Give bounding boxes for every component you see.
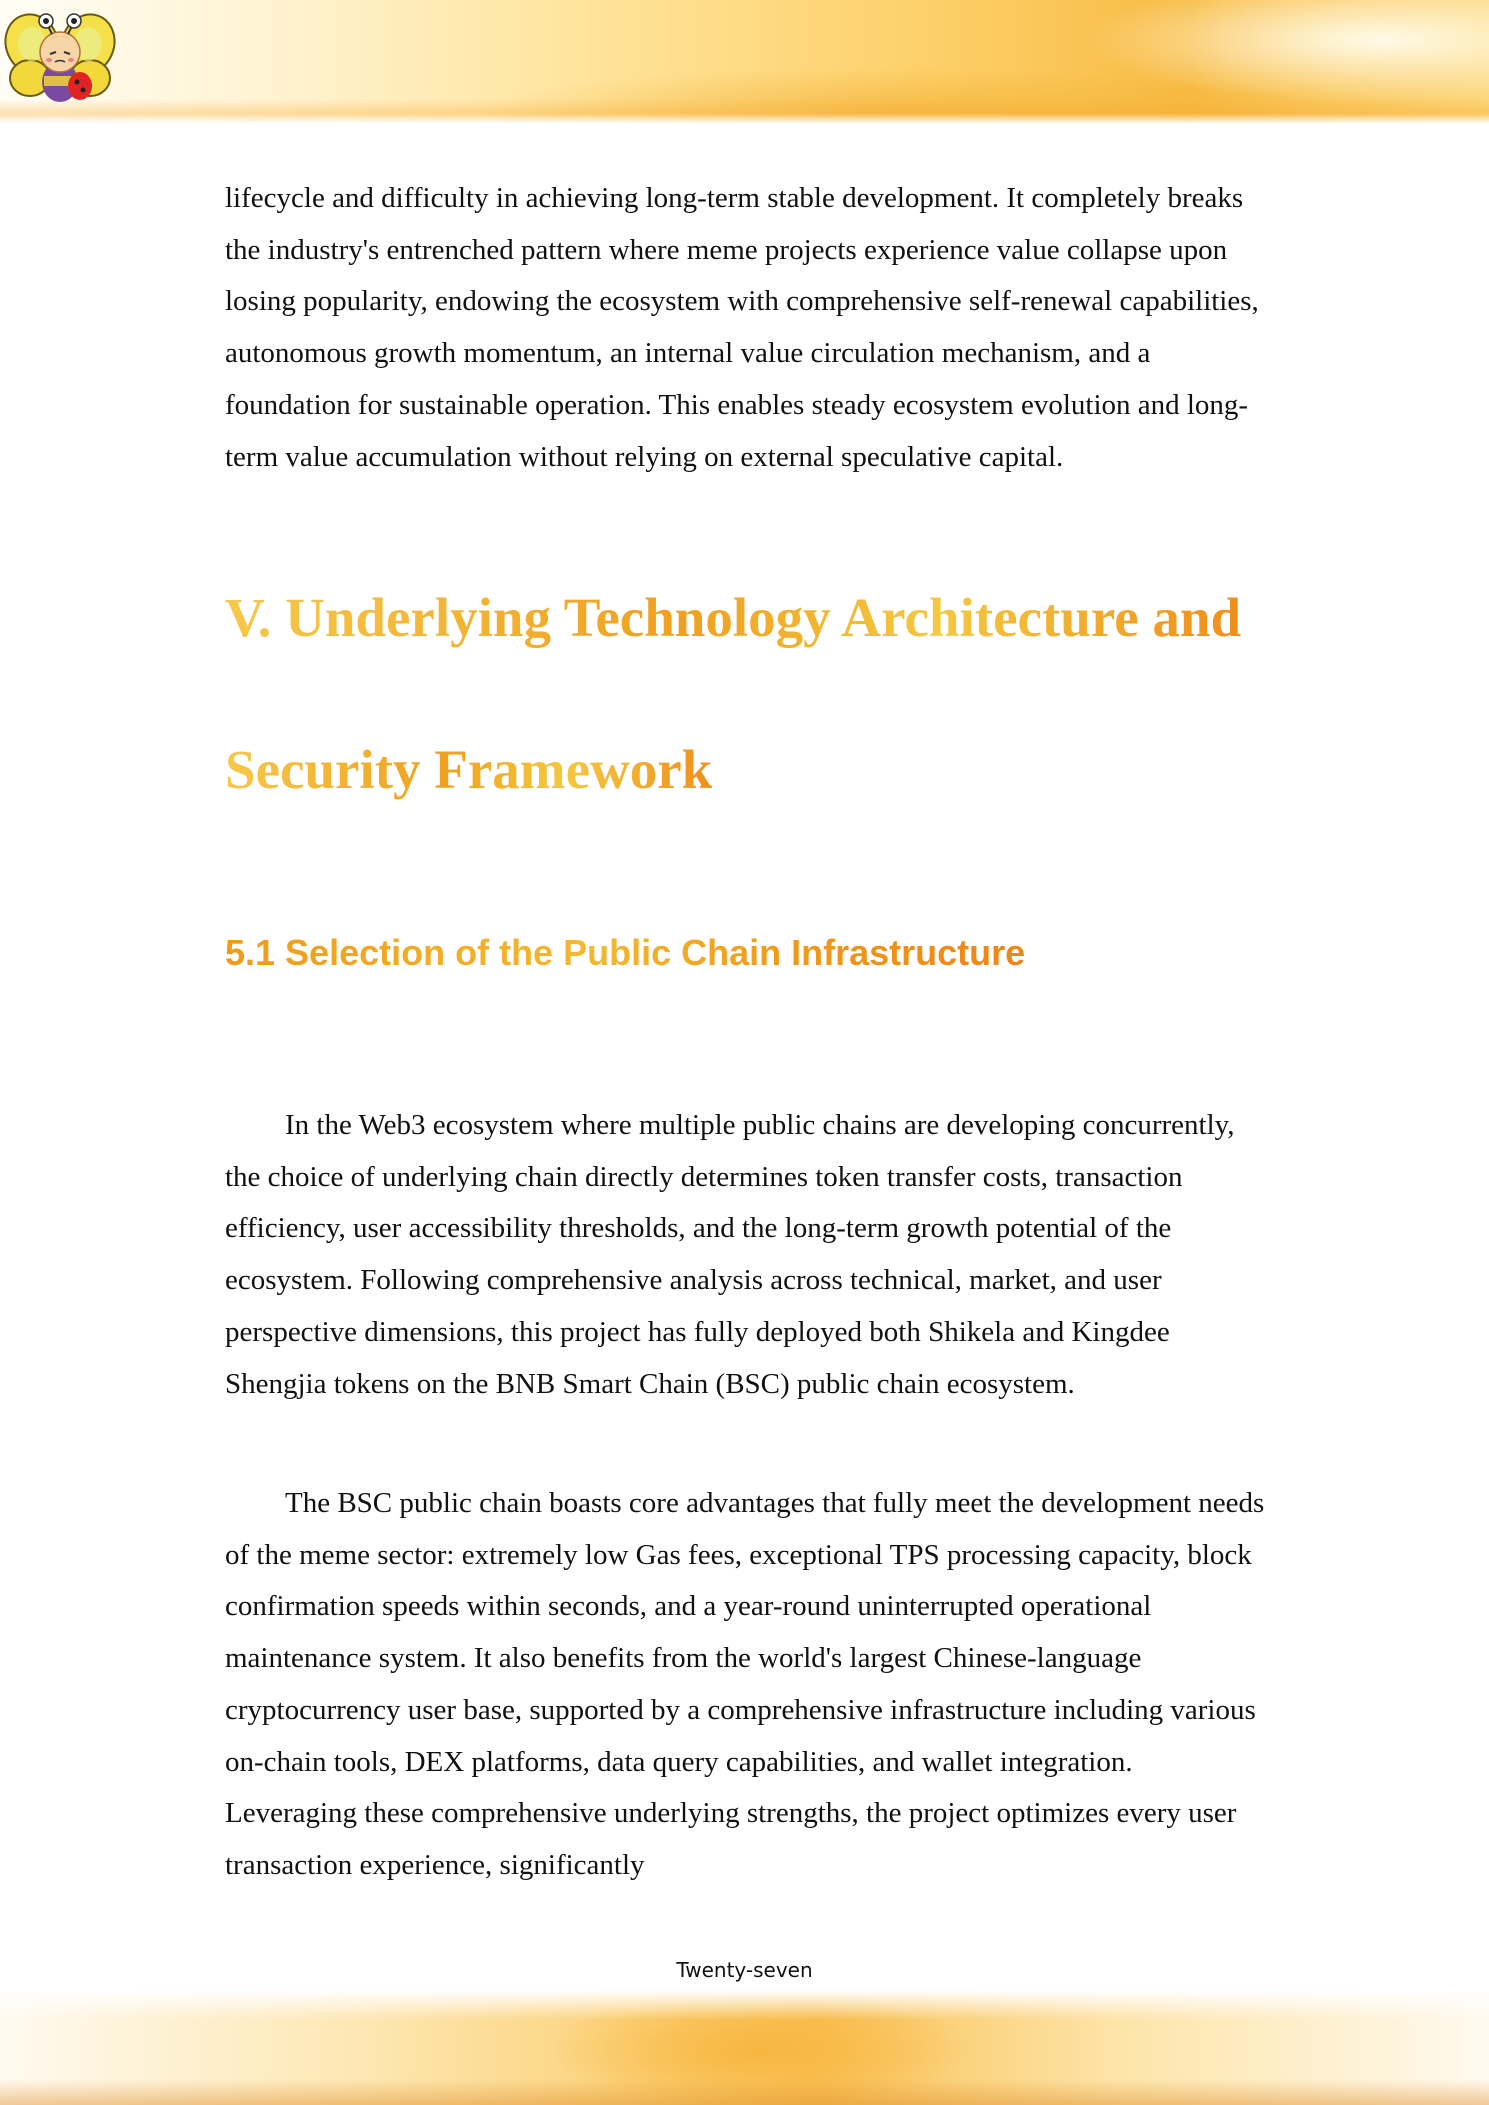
subsection-title bbox=[225, 928, 1265, 978]
section-title-line-1: V. Underlying Technology Architecture and bbox=[225, 587, 1242, 648]
header-banner bbox=[0, 0, 1489, 123]
section-title-line-2: Security Framework bbox=[225, 739, 713, 800]
section-title-continued bbox=[225, 694, 1325, 846]
page-number: Twenty-seven bbox=[676, 1958, 813, 1982]
butterfly-mascot-icon bbox=[2, 6, 118, 108]
section-title bbox=[225, 542, 1325, 694]
body-paragraph-continuation: lifecycle and difficulty in achieving long-term stable development. It completely breaks the industry's entrenched pattern where meme projects experience value collapse upon losing popularity, endowing the ecosystem with comprehensive self-renewal capabilities, autonomous growth momentum, an internal value circulation mechanism, and a foundation for sustainable operation. This enables steady ecosystem evolution and long-term value accumulation without relying on external speculative capital. bbox=[225, 182, 1259, 473]
subsection-title-text: 5.1 Selection of the Public Chain Infrastructure bbox=[225, 932, 1026, 973]
body-paragraph-bsc: The BSC public chain boasts core advantages that fully meet the development needs of the meme sector: extremely low Gas fees, exceptional TPS processing capacity, block confirmation speeds within seconds, and a year-round uninterrupted operational maintenance system. It also benefits from the world's largest Chinese-language cryptocurrency user base, supported by a comprehensive infrastructure including various on-chain tools, DEX platforms, data query capabilities, and wallet integration. Leveraging these comprehensive underlying strengths, the project optimizes every user transaction experience, significantly bbox=[225, 1487, 1265, 1881]
body-paragraph-web3: In the Web3 ecosystem where multiple public chains are developing concurrently, the choice of underlying chain directly determines token transfer costs, transaction efficiency, user accessibility thresholds, and the long-term growth potential of the ecosystem. Following comprehensive analysis across technical, market, and user perspective dimensions, this project has fully deployed both Shikela and Kingdee Shengjia tokens on the BNB Smart Chain (BSC) public chain ecosystem. bbox=[225, 1109, 1235, 1400]
footer-banner bbox=[0, 1990, 1489, 2105]
